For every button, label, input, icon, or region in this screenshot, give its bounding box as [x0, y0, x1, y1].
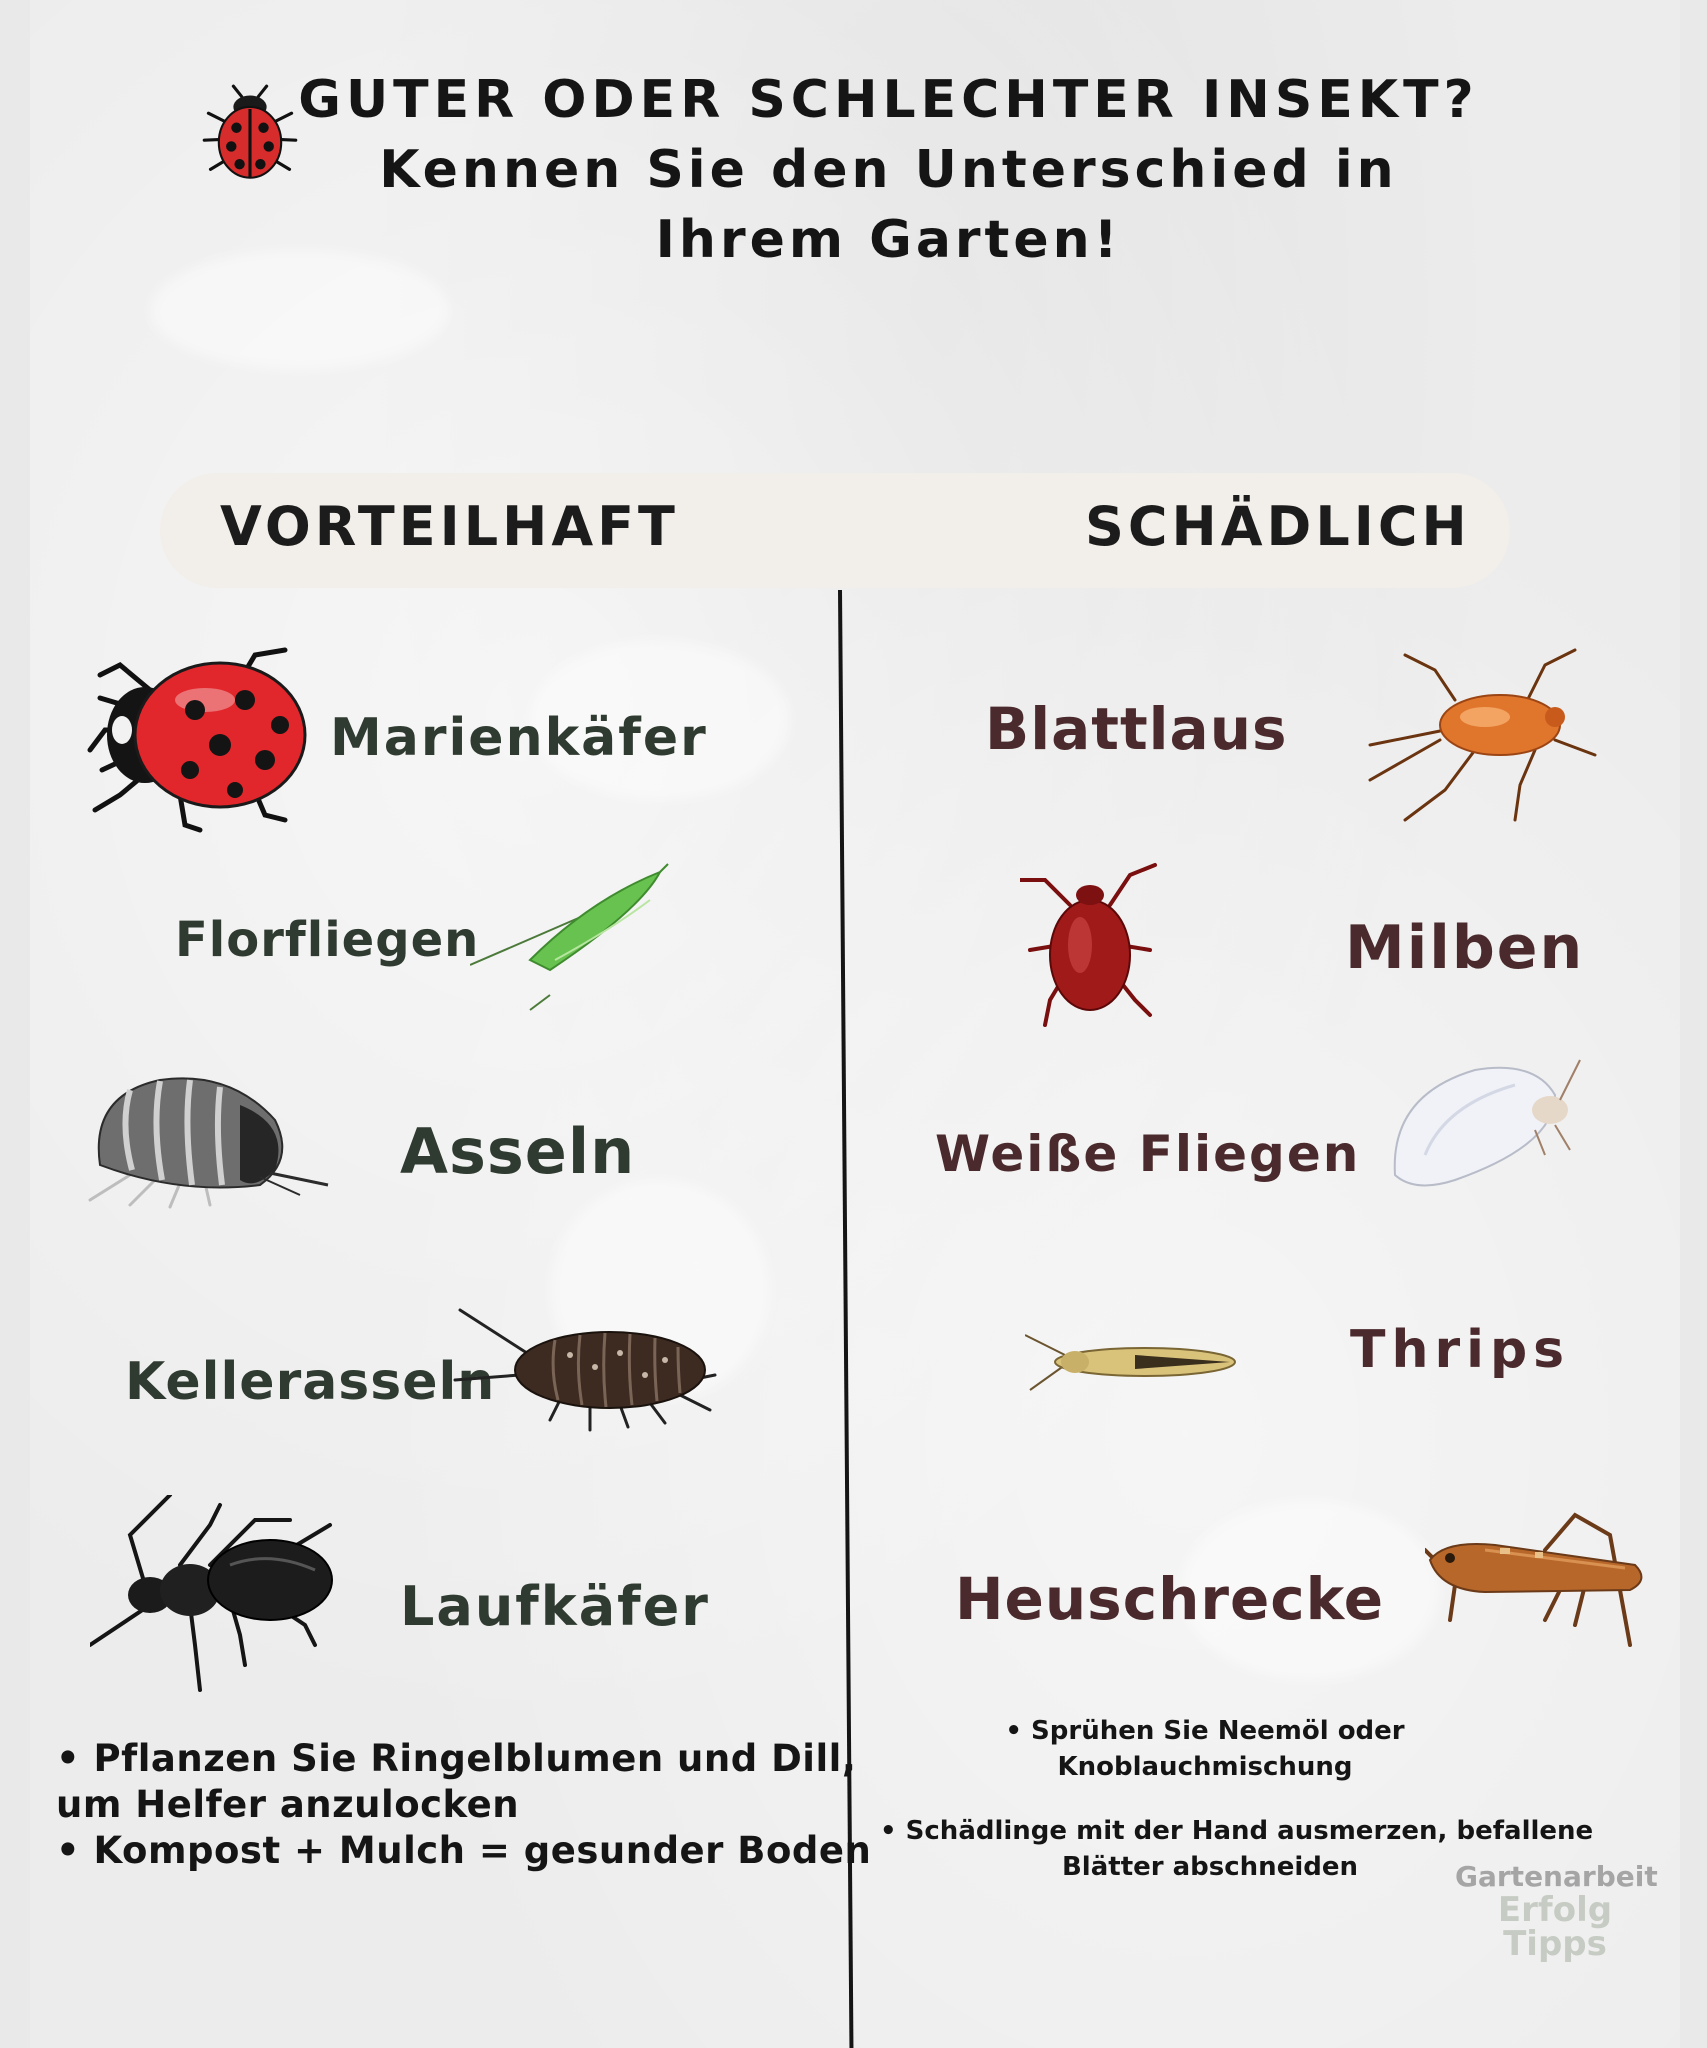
column-header-beneficial: VORTEILHAFT: [220, 495, 679, 558]
tip-line: • Sprühen Sie Neemöl oder: [1005, 1716, 1405, 1746]
pillbug-icon: [60, 1065, 330, 1215]
tip-line: um Helfer anzulocken: [56, 1783, 520, 1826]
tip-line: • Pflanzen Sie Ringelblumen und Dill,: [56, 1737, 857, 1780]
tip-line: • Schädlinge mit der Hand ausmerzen, befallene: [880, 1816, 1594, 1846]
whitefly-icon: [1385, 1055, 1585, 1195]
column-header-harmful: SCHÄDLICH: [1085, 495, 1471, 558]
tip-line: Knoblauchmischung: [1057, 1752, 1353, 1782]
harmful-label: Heuschrecke: [955, 1565, 1385, 1633]
thrips-icon: [1025, 1325, 1240, 1400]
title-line: Ihrem Garten!: [655, 210, 1122, 270]
beneficial-label: Kellerasseln: [125, 1352, 496, 1412]
mite-icon: [1020, 855, 1160, 1030]
harmful-label: Blattlaus: [985, 695, 1288, 763]
aphid-icon: [1365, 645, 1605, 825]
watermark-line: Gartenarbeit: [1455, 1860, 1658, 1893]
beneficial-label: Laufkäfer: [400, 1575, 710, 1638]
title-line: Kennen Sie den Unterschied in: [379, 140, 1398, 200]
watermark-line: Erfolg: [1497, 1890, 1613, 1930]
harmful-label: Milben: [1345, 913, 1585, 983]
watermark: [1455, 1860, 1658, 1964]
grasshopper-icon: [1425, 1510, 1650, 1650]
tip-line: • Kompost + Mulch = gesunder Boden: [56, 1829, 872, 1872]
page-title: [0, 70, 1707, 270]
tip-line: Blätter abschneiden: [1061, 1852, 1358, 1882]
woodlouse-icon: [450, 1305, 720, 1445]
watermark-line: Tipps: [1503, 1924, 1607, 1964]
beneficial-label: Asseln: [400, 1115, 636, 1188]
tips-harmful: [900, 1713, 1510, 1785]
harmful-label: Thrips: [1350, 1320, 1571, 1380]
beneficial-label: Florfliegen: [175, 912, 480, 968]
beneficial-label: Marienkäfer: [330, 708, 708, 768]
ladybug-icon: [80, 630, 310, 835]
lacewing-icon: [470, 860, 670, 1020]
ground-beetle-icon: [90, 1495, 340, 1695]
harmful-label: Weiße Fliegen: [935, 1125, 1361, 1183]
title-line: GUTER ODER SCHLECHTER INSEKT?: [298, 70, 1479, 130]
tips-beneficial: [56, 1736, 871, 1874]
